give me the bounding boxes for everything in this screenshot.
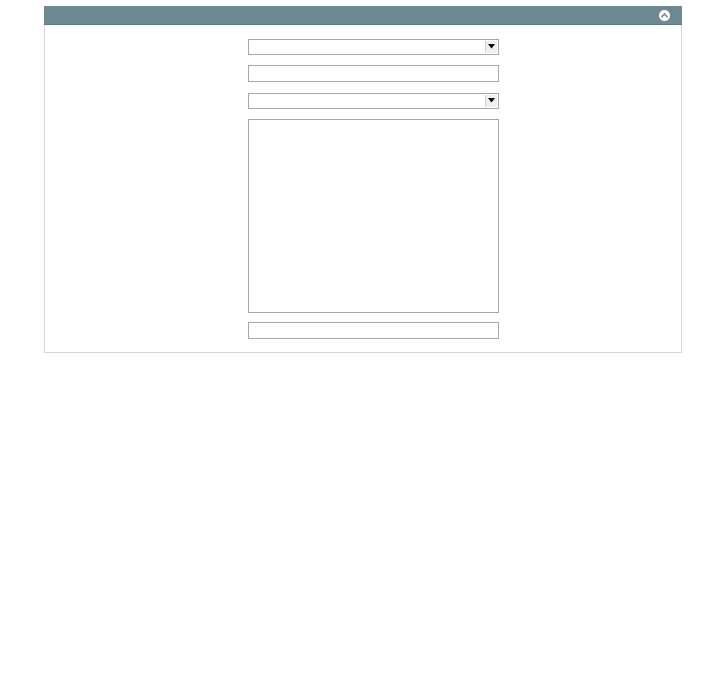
ideal-settings-panel: [44, 25, 682, 353]
collapse-icon[interactable]: [659, 10, 670, 21]
sort-order-input[interactable]: [248, 322, 499, 339]
applicable-countries-select[interactable]: [248, 93, 499, 109]
chevron-down-icon: [485, 95, 497, 107]
title-input[interactable]: [248, 65, 499, 82]
enabled-select[interactable]: [248, 39, 499, 55]
payment-methods-config: [44, 6, 682, 363]
chevron-down-icon: [485, 41, 497, 53]
section-header-ideal[interactable]: [44, 6, 682, 25]
specific-countries-multiselect[interactable]: [248, 119, 499, 313]
